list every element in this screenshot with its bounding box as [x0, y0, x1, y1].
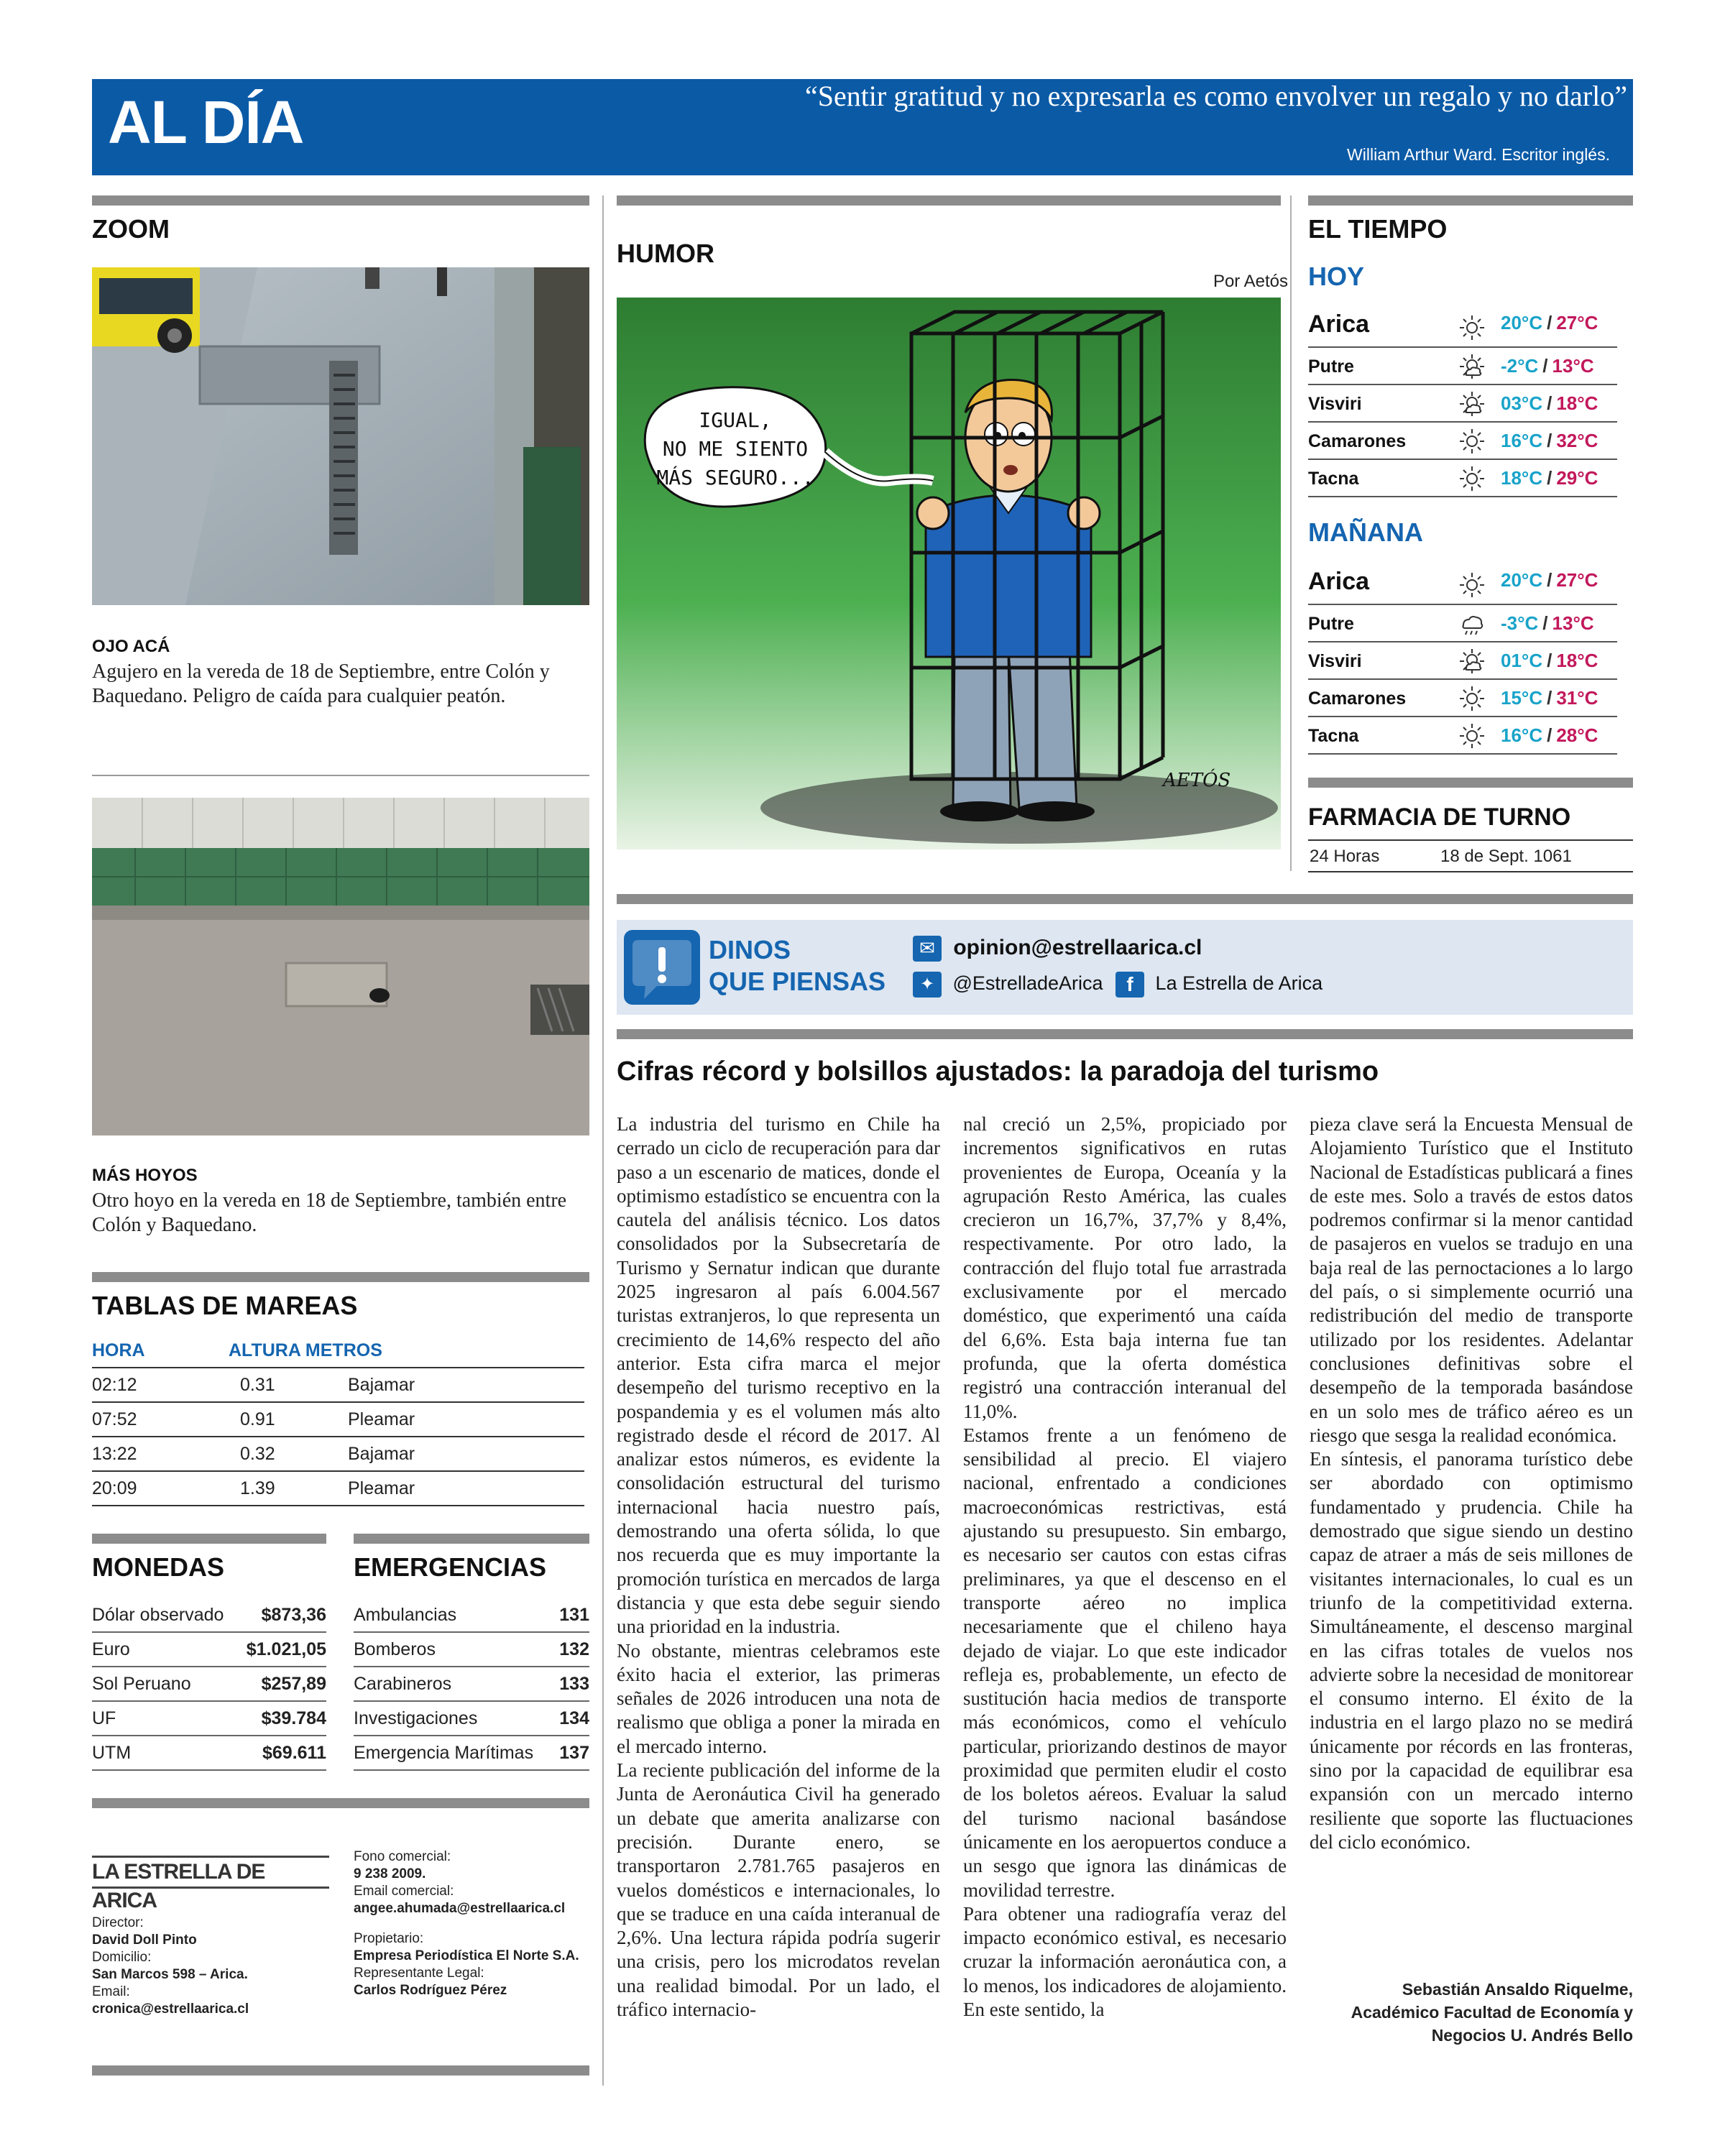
temp-separator: / — [1547, 430, 1552, 451]
weather-temps — [1501, 569, 1598, 591]
zoom-caption-text-1: Agujero en la vereda de 18 de Septiembre, entre Colón y Baquedano. Peligro de caída para cualquier peatón. — [92, 660, 550, 707]
emergencia-name: Carabineros — [354, 1674, 452, 1694]
section-rule — [92, 195, 589, 206]
logo-text-b: ARICA — [92, 1889, 157, 1912]
sun-icon — [1458, 571, 1486, 603]
moneda-row — [92, 1633, 326, 1667]
temp-min: 18°C — [1501, 467, 1543, 489]
hoy-label: HOY — [1308, 262, 1365, 291]
farmacia-hours: 24 Horas — [1310, 847, 1380, 866]
temp-max: 18°C — [1556, 650, 1598, 671]
facebook-icon: f — [1116, 972, 1144, 998]
header-quote: “Sentir gratitud y no expresarla es como envolver un regalo y no darlo” — [804, 80, 1627, 112]
temp-separator: / — [1547, 650, 1552, 671]
emergencia-row — [354, 1598, 589, 1633]
monedas-title: MONEDAS — [92, 1552, 225, 1582]
temp-max: 31°C — [1556, 687, 1598, 709]
article-paragraph: Para obtener una radiografía veraz del impacto económico estival, es necesario cruzar la información aeronáutica con, a lo menos, los indicadores de alojamiento. En este sentido, la — [963, 1902, 1287, 2020]
moneda-name: Sol Peruano — [92, 1674, 191, 1694]
emergencia-value: 134 — [559, 1708, 589, 1728]
emergencia-row — [354, 1667, 589, 1702]
temp-min: -3°C — [1501, 612, 1539, 634]
section-header — [92, 79, 1633, 175]
dinos-facebook[interactable]: La Estrella de Arica — [1155, 972, 1323, 995]
propietario: Empresa Periodística El Norte S.A. — [354, 1948, 579, 1963]
mareas-altura: 0.91 — [240, 1409, 275, 1429]
dinos-email-row[interactable] — [913, 936, 1202, 962]
emergencia-value: 137 — [559, 1743, 589, 1763]
mareas-row — [92, 1368, 584, 1403]
emergencia-name: Ambulancias — [354, 1605, 457, 1625]
mareas-altura: 0.32 — [240, 1444, 275, 1464]
divider — [1308, 839, 1633, 841]
section-rule — [92, 2065, 589, 2076]
weather-row — [1308, 305, 1617, 348]
emergencia-name: Investigaciones — [354, 1708, 478, 1728]
zoom-photo-2 — [92, 798, 589, 1135]
temp-max: 13°C — [1552, 355, 1594, 377]
director: David Doll Pinto — [92, 1932, 197, 1948]
alert-icon — [624, 930, 700, 1005]
article-column-3 — [1310, 1112, 1633, 1854]
temp-max: 13°C — [1552, 612, 1594, 634]
divider — [92, 775, 589, 776]
article-paragraph: La reciente publicación del informe de la Junta de Aeronáutica Civil ha generado un debate que amerita analizarse con precisión. Durante enero, se transportaron 2.781.765 pasajeros en vuelos domésticos e internacionales, lo que se traduce en una caída interanual de 2,6%. Una lectura rápida podría sugerir una crisis, pero los microdatos revelan una realidad bimodal. Por un lado, el tráfico internacio- — [617, 1759, 940, 2020]
moneda-name: UTM — [92, 1743, 132, 1763]
mareas-tipo: Bajamar — [348, 1444, 415, 1464]
mareas-header-row — [92, 1334, 584, 1368]
sun-icon — [1458, 427, 1486, 459]
section-rule — [617, 1029, 1633, 1039]
mareas-tipo: Pleamar — [348, 1478, 415, 1498]
section-rule — [617, 195, 1281, 206]
section-title: AL DÍA — [108, 88, 304, 156]
temp-separator: / — [1547, 312, 1552, 333]
mail-icon: ✉ — [913, 936, 942, 962]
temp-separator: / — [1542, 612, 1548, 634]
partly-cloudy-icon — [1458, 647, 1486, 679]
section-rule — [92, 1798, 589, 1808]
temp-separator: / — [1547, 392, 1552, 414]
weather-temps — [1501, 430, 1598, 452]
weather-city: Camarones — [1308, 688, 1407, 709]
weather-row — [1308, 717, 1617, 755]
manana-label: MAÑANA — [1308, 517, 1423, 547]
article-paragraph: pieza clave será la Encuesta Mensual de Alojamiento Turístico que el Instituto Nacional de Estadísticas publicará a fines de este mes. Solo a través de estos datos podremos confirmar si la menor cantidad de pasajeros en vuelos se tradujo en una baja real de las pernoctaciones a lo largo del país, o si simplemente ocurrió una redistribución del medio de transporte utilizado por los residentes. Adelantar conclusiones definitivas sobre el desempeño de la temporada basándose en un solo mes de tráfico aéreo es un riesgo que sesga la realidad económica. — [1310, 1113, 1633, 1446]
zoom-caption-text-2: Otro hoyo en la vereda en 18 de Septiembre, también entre Colón y Baquedano. — [92, 1189, 567, 1236]
weather-row — [1308, 348, 1617, 385]
moneda-value: $69.611 — [262, 1743, 326, 1763]
temp-min: 20°C — [1501, 569, 1543, 591]
article-column-2 — [963, 1112, 1287, 2022]
bubble-line-1: IGUAL, — [699, 408, 772, 432]
weather-city: Tacna — [1308, 469, 1359, 489]
dinos-social-row — [913, 972, 1322, 998]
moneda-name: Dólar observado — [92, 1605, 224, 1625]
propietario-label: Propietario: — [354, 1931, 424, 1946]
emergencia-row — [354, 1702, 589, 1736]
temp-separator: / — [1542, 355, 1548, 377]
moneda-value: $257,89 — [261, 1674, 326, 1694]
sun-icon — [1458, 464, 1486, 497]
weather-temps — [1501, 312, 1598, 334]
weather-city: Visviri — [1308, 651, 1362, 671]
article-title: Cifras récord y bolsillos ajustados: la paradoja del turismo — [617, 1056, 1379, 1087]
weather-temps — [1501, 467, 1598, 489]
bubble-line-3: MÁS SEGURO... — [656, 466, 814, 489]
weather-row — [1308, 605, 1617, 642]
moneda-name: UF — [92, 1708, 116, 1728]
temp-separator: / — [1547, 467, 1552, 489]
temp-separator: / — [1547, 687, 1552, 709]
representante-label: Representante Legal: — [354, 1966, 484, 1981]
mareas-tipo: Bajamar — [348, 1375, 415, 1395]
temp-min: 20°C — [1501, 312, 1543, 333]
section-rule — [354, 1534, 589, 1544]
article-paragraph: nal creció un 2,5%, propiciado por incrementos significativos en rutas provenientes de Europa, Oceanía y la agrupación Resto América, las cuales crecieron un 16,7%, 37,7% y 8,4%, respectivamente. Por otro lado, la contracción del flujo total fue arrastrada exclusivamente por el mercado doméstico, que experimentó una caída del 6,6%. Esta baja interna fue tan profunda, que la oferta doméstica registró una contracción interanual del 11,0%. — [963, 1113, 1287, 1422]
weather-row — [1308, 642, 1617, 680]
weather-city: Arica — [1308, 310, 1370, 338]
mareas-col-altura: ALTURA METROS — [229, 1340, 382, 1360]
domicilio-label: Domicilio: — [92, 1950, 152, 1965]
emergencia-value: 131 — [559, 1605, 589, 1625]
email-com-label: Email comercial: — [354, 1884, 454, 1899]
weather-row — [1308, 460, 1617, 497]
divider — [1308, 871, 1633, 872]
temp-min: 15°C — [1501, 687, 1543, 709]
section-rule — [1308, 195, 1633, 206]
mareas-hora: 02:12 — [92, 1375, 137, 1395]
temp-max: 32°C — [1556, 430, 1598, 451]
article-paragraph: En síntesis, el panorama turístico debe ser abordado con optimismo fundamentado y prudencia. Chile ha demostrado que sigue siendo un destino capaz de atraer a más de seis millones de visitantes internacionales, lo cual es un triunfo de la competitividad externa. Simultáneamente, el descenso marginal en las cifras totales de vuelos nos advierte sobre la necesidad de monitorear el consumo interno. El éxito de la industria en el largo plazo no se medirá únicamente por récords en las fronteras, sino por la capacidad de equilibrar esa expansión con un mercado interno resiliente que soporte las fluctuaciones del ciclo económico. — [1310, 1448, 1633, 1853]
author-line-2: Académico Facultad de Economía y — [1351, 2003, 1633, 2022]
representante: Carlos Rodríguez Pérez — [354, 1983, 507, 1998]
logo-text-a: LA ESTRELLA DE — [92, 1860, 265, 1884]
newspaper-logo — [92, 1856, 329, 1912]
emergencia-name: Bomberos — [354, 1639, 436, 1659]
humor-title: HUMOR — [617, 239, 714, 268]
column-divider — [1290, 195, 1292, 871]
temp-max: 28°C — [1556, 724, 1598, 746]
farmacia-address: 18 de Sept. 1061 — [1440, 847, 1572, 866]
temp-separator: / — [1547, 724, 1552, 746]
temp-max: 18°C — [1556, 392, 1598, 414]
humor-cartoon — [617, 298, 1281, 849]
weather-city: Visviri — [1308, 394, 1362, 414]
bubble-line-2: NO ME SIENTO — [662, 437, 809, 461]
weather-row — [1308, 562, 1617, 605]
zoom-caption-title-1: OJO ACÁ — [92, 637, 170, 656]
mareas-row — [92, 1403, 584, 1437]
sun-icon — [1458, 313, 1486, 346]
temp-min: 16°C — [1501, 724, 1543, 746]
dinos-line-2: QUE PIENSAS — [709, 967, 886, 996]
partly-cloudy-icon — [1458, 390, 1486, 422]
farmacia-title: FARMACIA DE TURNO — [1308, 803, 1571, 831]
moneda-row — [92, 1598, 326, 1633]
weather-city: Tacna — [1308, 726, 1359, 746]
zoom-title: ZOOM — [92, 214, 170, 244]
emergencia-row — [354, 1633, 589, 1667]
mareas-hora: 13:22 — [92, 1444, 137, 1464]
temp-max: 27°C — [1556, 312, 1598, 333]
emergencia-name: Emergencia Marítimas — [354, 1743, 534, 1763]
moneda-row — [92, 1702, 326, 1736]
section-rule — [92, 1272, 589, 1282]
zoom-caption-title-2: MÁS HOYOS — [92, 1166, 198, 1185]
mareas-col-hora: HORA — [92, 1340, 145, 1360]
director-label: Director: — [92, 1915, 144, 1930]
weather-city: Camarones — [1308, 431, 1407, 451]
sun-icon — [1458, 722, 1486, 754]
moneda-row — [92, 1736, 326, 1771]
section-rule — [92, 1534, 326, 1544]
mareas-row — [92, 1437, 584, 1472]
temp-max: 29°C — [1556, 467, 1598, 489]
humor-byline: Por Aetós — [1213, 272, 1288, 291]
email: cronica@estrellaarica.cl — [92, 2001, 249, 2017]
moneda-value: $873,36 — [261, 1605, 326, 1625]
mareas-tipo: Pleamar — [348, 1409, 415, 1429]
weather-temps — [1501, 650, 1598, 672]
section-rule — [617, 894, 1633, 904]
fono-label: Fono comercial: — [354, 1849, 451, 1864]
moneda-value: $1.021,05 — [246, 1639, 326, 1659]
moneda-name: Euro — [92, 1639, 130, 1659]
weather-row — [1308, 423, 1617, 460]
email-label: Email: — [92, 1984, 130, 1999]
dinos-email[interactable]: opinion@estrellaarica.cl — [953, 936, 1202, 959]
weather-temps — [1501, 724, 1598, 747]
emergencia-row — [354, 1736, 589, 1771]
article-paragraph: La industria del turismo en Chile ha cerrado un ciclo de recuperación para dar paso a un escenario de matices, donde el optimismo estadístico se encuentra con la cautela del análisis técnico. Los datos consolidados por la Subsecretaría de Turismo y Sernatur indican que durante 2025 ingresaron al país 6.004.567 turistas extranjeros, lo que representa un crecimiento de 14,6% respecto del año anterior. Esta cifra marca el mejor desempeño del turismo receptivo en la pospandemia y es el volumen más alto registrado desde el récord de 2017. Al analizar estos números, es evidente la consolidación estructural del turismo internacional hacia nuestro país, demostrando una oferta sólida, lo que nos recuerda que es muy importante la promoción turística en mercados de larga distancia y que esta debe seguir siendo una prioridad en la industria. — [617, 1113, 940, 1638]
article-paragraph: Estamos frente a un fenómeno de sensibilidad al precio. El viajero nacional, enfrentado a condiciones macroeconómicas restrictivas, está ajustando su presupuesto. Sin embargo, es necesario ser cautos con estas cifras preliminares, ya que el descenso en el transporte aéreo no implica necesariamente que el chileno haya dejado de viajar. Lo que este indicador refleja es, probablemente, un efecto de sustitución hacia medios de transporte más económicos, como el vehículo particular, priorizando destinos de mayor proximidad que permiten eludir el costo de los boletos aéreos. Evaluar la salud del turismo nacional basándose únicamente en los aeropuertos conduce a un sesgo que ignora las dinámicas de movilidad terrestre. — [963, 1424, 1287, 1901]
emergencia-value: 132 — [559, 1639, 589, 1659]
mareas-altura: 1.39 — [240, 1478, 275, 1498]
weather-row — [1308, 385, 1617, 423]
article-author — [1351, 1978, 1633, 2047]
masthead-right — [354, 1848, 591, 1999]
dinos-twitter[interactable]: @EstrelladeArica — [952, 972, 1103, 995]
zoom-photo-1 — [92, 267, 589, 605]
weather-temps — [1501, 612, 1594, 635]
mareas-altura: 0.31 — [240, 1375, 275, 1395]
temp-min: -2°C — [1501, 355, 1539, 377]
sun-icon — [1458, 684, 1486, 717]
email-com: angee.ahumada@estrellaarica.cl — [354, 1901, 566, 1916]
emergencias-title: EMERGENCIAS — [354, 1552, 547, 1582]
quote-author: William Arthur Ward. Escritor inglés. — [1347, 145, 1610, 164]
tiempo-title: EL TIEMPO — [1308, 214, 1448, 244]
rain-icon — [1458, 609, 1486, 642]
article-column-1 — [617, 1112, 940, 2022]
mareas-row — [92, 1472, 584, 1506]
mareas-title: TABLAS DE MAREAS — [92, 1291, 358, 1320]
temp-min: 16°C — [1501, 430, 1543, 451]
partly-cloudy-icon — [1458, 352, 1486, 384]
author-line-1: Sebastián Ansaldo Riquelme, — [1402, 1980, 1633, 1999]
weather-temps — [1501, 392, 1598, 415]
section-rule — [1308, 778, 1633, 788]
domicilio: San Marcos 598 – Arica. — [92, 1967, 248, 1982]
temp-separator: / — [1547, 569, 1552, 591]
weather-city: Putre — [1308, 356, 1354, 377]
dinos-line-1: DINOS — [709, 935, 791, 964]
masthead-left — [92, 1915, 329, 2018]
cartoon-signature: AETÓS — [1163, 770, 1231, 791]
column-divider — [602, 195, 604, 2086]
author-line-3: Negocios U. Andrés Bello — [1431, 2026, 1633, 2045]
moneda-row — [92, 1667, 326, 1702]
mareas-hora: 20:09 — [92, 1478, 137, 1498]
dinos-banner — [617, 920, 1633, 1015]
temp-max: 27°C — [1556, 569, 1598, 591]
moneda-value: $39.784 — [261, 1708, 326, 1728]
weather-temps — [1501, 355, 1594, 377]
temp-min: 01°C — [1501, 650, 1543, 671]
fono: 9 238 2009. — [354, 1866, 426, 1881]
weather-city: Arica — [1308, 568, 1370, 595]
twitter-icon: ✦ — [913, 972, 942, 998]
dinos-heading — [709, 934, 886, 998]
temp-min: 03°C — [1501, 392, 1543, 414]
weather-row — [1308, 680, 1617, 717]
article-paragraph: No obstante, mientras celebramos este éxito hacia el exterior, las primeras señales de 2026 introducen una nota de realismo que obliga a poner la mirada en el mercado interno. — [617, 1639, 940, 1757]
weather-city: Putre — [1308, 614, 1354, 634]
emergencia-value: 133 — [559, 1674, 589, 1694]
weather-temps — [1501, 687, 1598, 709]
mareas-hora: 07:52 — [92, 1409, 137, 1429]
